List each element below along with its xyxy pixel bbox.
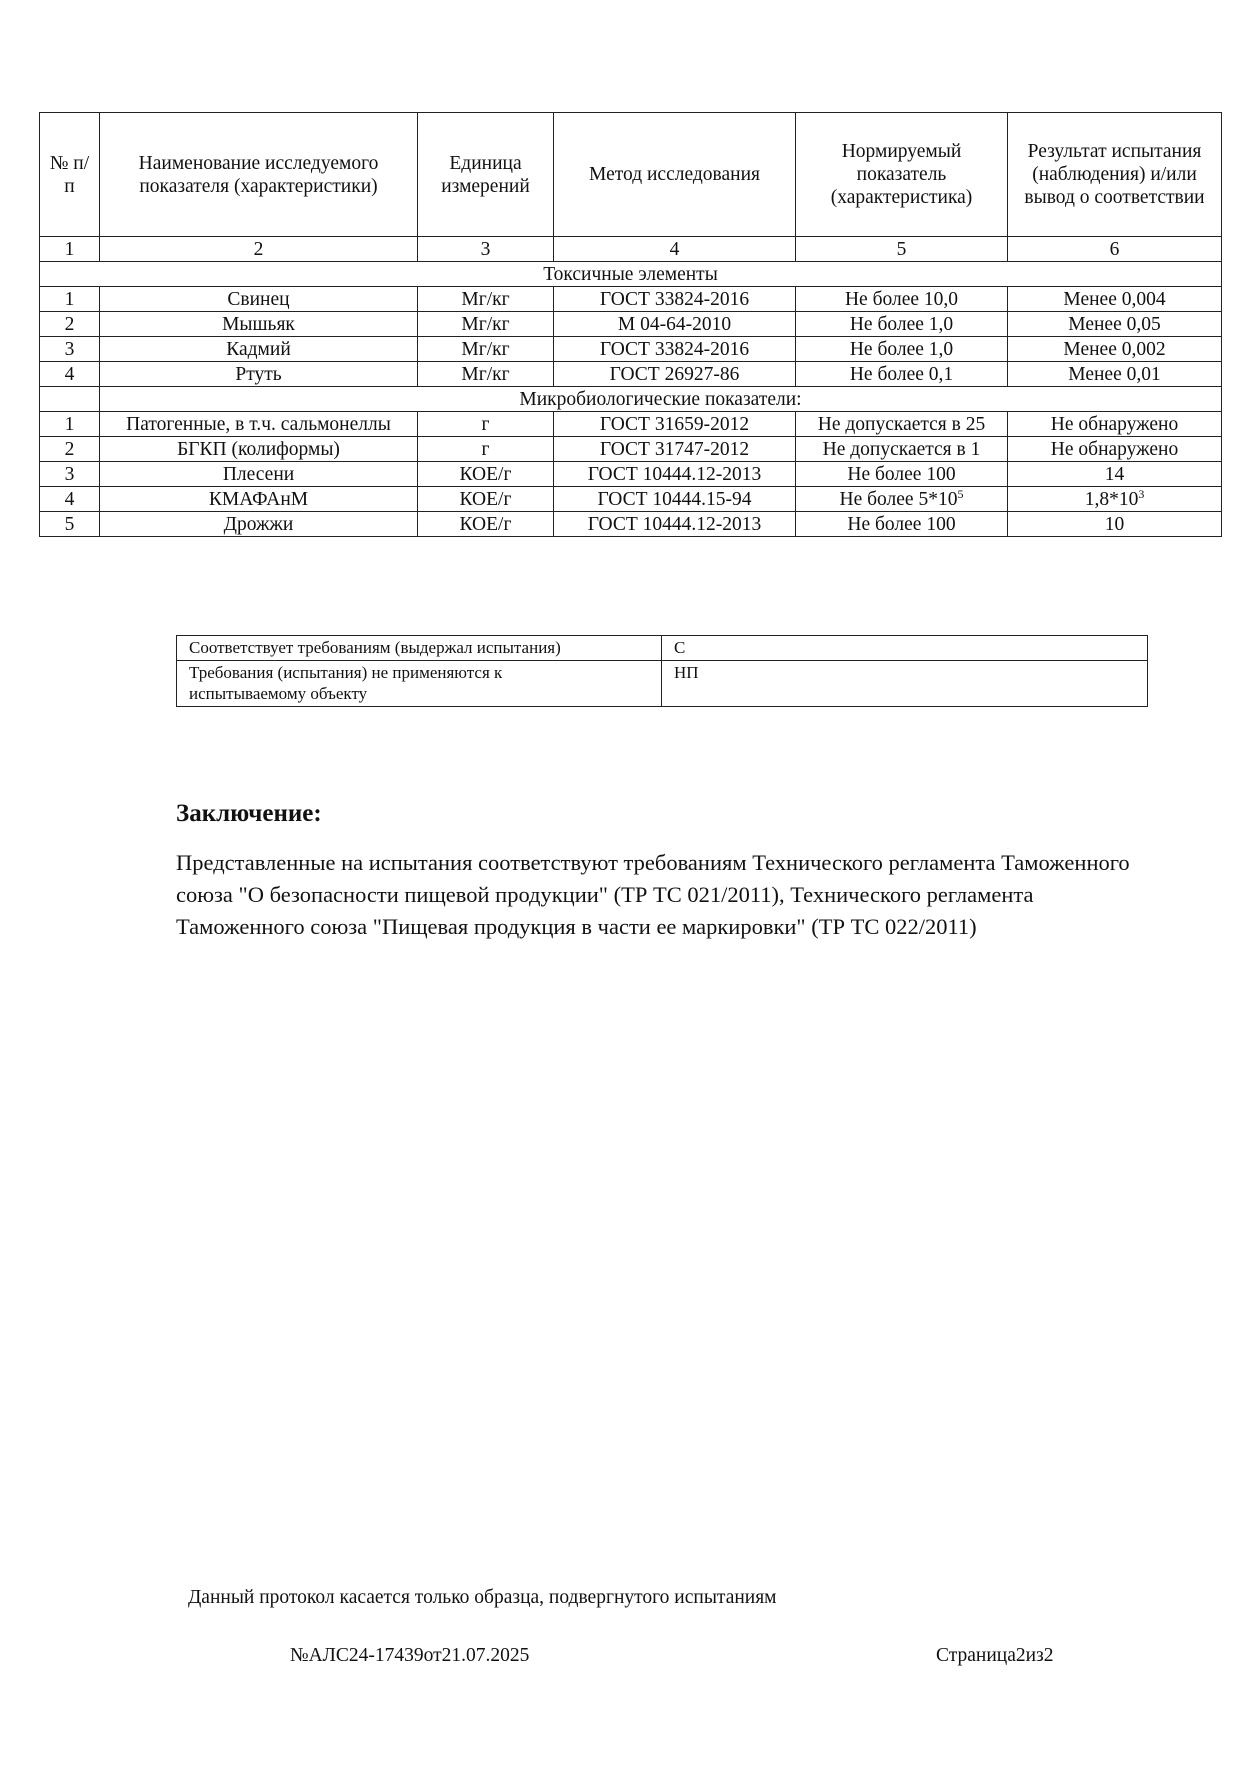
conclusion-text: Представленные на испытания соответствуют требованиям Технического регламента Таможенного союза "О безопасности пищевой продукции" (ТР ТС 021/2011), Технического регламента Таможенного союза "Пищевая продукция в части ее маркировки" (ТР ТС 022/2011)	[176, 850, 1130, 939]
column-number: 6	[1008, 237, 1222, 262]
indicator-name-text: Дрожжи	[223, 513, 294, 535]
row-number	[40, 362, 100, 387]
norm-text: Не более 1,0	[849, 338, 954, 360]
method	[554, 337, 796, 362]
unit-text: Мг/кг	[461, 313, 510, 335]
method	[554, 287, 796, 312]
table-row	[40, 337, 1222, 362]
method-text: ГОСТ 10444.12-2013	[587, 513, 762, 535]
result	[1008, 362, 1222, 387]
column-number: 3	[418, 237, 554, 262]
unit-text: Мг/кг	[461, 288, 510, 310]
norm	[796, 462, 1008, 487]
protocol-number: №АЛС24-17439от21.07.2025	[290, 1645, 530, 1666]
result	[1008, 287, 1222, 312]
norm-text: Не более 1,0	[849, 313, 954, 335]
legend-description: Требования (испытания) не применяются к испытываемому объекту	[177, 661, 662, 707]
result	[1008, 512, 1222, 537]
unit	[418, 487, 554, 512]
header-norm: Нормируемый показатель (характеристика)	[796, 113, 1008, 237]
row-number	[40, 437, 100, 462]
indicator-name	[100, 462, 418, 487]
header-unit: Единица измерений	[418, 113, 554, 237]
legend-table	[176, 635, 1148, 707]
result-text: 14	[1104, 463, 1125, 485]
section-blank-cell	[40, 387, 100, 412]
result-text: 10	[1104, 513, 1125, 535]
unit	[418, 337, 554, 362]
micro-rows	[40, 412, 1222, 537]
row-number	[40, 462, 100, 487]
norm-text: Не допускается в 25	[817, 413, 986, 435]
row-number-text: 4	[64, 488, 75, 510]
table-row	[40, 437, 1222, 462]
result	[1008, 487, 1222, 512]
legend-row	[177, 661, 1148, 707]
header-indicator-name: Наименование исследуемого показателя (характеристики)	[100, 113, 418, 237]
page-number: Страница2из2	[936, 1645, 1054, 1666]
row-number	[40, 487, 100, 512]
indicator-name	[100, 487, 418, 512]
result	[1008, 312, 1222, 337]
unit	[418, 362, 554, 387]
table-row	[40, 287, 1222, 312]
unit-text: КОЕ/г	[459, 488, 512, 510]
unit-text: КОЕ/г	[459, 513, 512, 535]
indicator-name-text: Патогенные, в т.ч. сальмонеллы	[126, 413, 391, 435]
table-row	[40, 312, 1222, 337]
norm-text: Не допускается в 1	[822, 438, 981, 460]
indicator-name	[100, 362, 418, 387]
indicator-name-text: Ртуть	[235, 363, 282, 385]
column-number: 5	[796, 237, 1008, 262]
indicator-name	[100, 412, 418, 437]
result-text: Не обнаружено	[1050, 438, 1179, 460]
toxic-rows	[40, 287, 1222, 387]
row-number	[40, 412, 100, 437]
table-row	[40, 362, 1222, 387]
norm	[796, 412, 1008, 437]
norm	[796, 512, 1008, 537]
norm-text: Не более 5*10	[839, 488, 958, 510]
indicator-name	[100, 337, 418, 362]
method	[554, 412, 796, 437]
exponent: 3	[1138, 486, 1145, 501]
legend-code: С	[662, 636, 1148, 661]
column-number: 4	[554, 237, 796, 262]
row-number-text: 1	[64, 288, 75, 310]
result-text: Не обнаружено	[1050, 413, 1179, 435]
exponent: 5	[957, 486, 964, 501]
column-number-row	[40, 237, 1222, 262]
legend-code: НП	[662, 661, 1148, 707]
row-number-text: 1	[64, 413, 75, 435]
indicator-name-text: БГКП (колиформы)	[177, 438, 340, 460]
method-text: ГОСТ 33824-2016	[599, 288, 750, 310]
legend-description: Соответствует требованиям (выдержал испытания)	[177, 636, 662, 661]
result-text: Менее 0,01	[1068, 363, 1161, 385]
indicator-name	[100, 287, 418, 312]
result	[1008, 462, 1222, 487]
table-row	[40, 512, 1222, 537]
result-text: Менее 0,05	[1068, 313, 1161, 335]
row-number	[40, 512, 100, 537]
method-text: ГОСТ 31659-2012	[599, 413, 750, 435]
unit	[418, 312, 554, 337]
unit-text: г	[481, 413, 490, 435]
results-table	[39, 112, 1222, 537]
indicator-name-text: Кадмий	[226, 338, 291, 360]
norm	[796, 437, 1008, 462]
norm-text: Не более 100	[847, 463, 956, 485]
row-number-text: 5	[64, 513, 75, 535]
indicator-name-text: Мышьяк	[222, 313, 295, 335]
method-text: ГОСТ 26927-86	[609, 363, 740, 385]
indicator-name	[100, 437, 418, 462]
unit	[418, 462, 554, 487]
section-title-micro: Микробиологические показатели:	[100, 387, 1222, 412]
result	[1008, 437, 1222, 462]
result-text: 1,8*10	[1084, 488, 1139, 510]
method-text: М 04-64-2010	[617, 313, 732, 335]
legend-row	[177, 636, 1148, 661]
method	[554, 437, 796, 462]
unit-text: Мг/кг	[461, 338, 510, 360]
unit	[418, 437, 554, 462]
indicator-name-text: Плесени	[222, 463, 295, 485]
table-row	[40, 412, 1222, 437]
indicator-name-text: Свинец	[227, 288, 290, 310]
unit-text: Мг/кг	[461, 363, 510, 385]
method-text: ГОСТ 31747-2012	[599, 438, 750, 460]
result	[1008, 337, 1222, 362]
row-number-text: 2	[64, 313, 75, 335]
norm	[796, 487, 1008, 512]
method	[554, 362, 796, 387]
norm	[796, 287, 1008, 312]
norm	[796, 312, 1008, 337]
method	[554, 487, 796, 512]
row-number-text: 4	[64, 363, 75, 385]
column-number: 1	[40, 237, 100, 262]
result-text: Менее 0,002	[1063, 338, 1166, 360]
method-text: ГОСТ 33824-2016	[599, 338, 750, 360]
row-number-text: 2	[64, 438, 75, 460]
table-header-row	[40, 113, 1222, 237]
row-number-text: 3	[64, 338, 75, 360]
method	[554, 512, 796, 537]
indicator-name-text: КМАФАнМ	[208, 488, 309, 510]
norm	[796, 337, 1008, 362]
header-number: № п/п	[40, 113, 100, 237]
unit	[418, 287, 554, 312]
section-row-toxic	[40, 262, 1222, 287]
header-method: Метод исследования	[554, 113, 796, 237]
norm	[796, 362, 1008, 387]
unit	[418, 412, 554, 437]
method	[554, 312, 796, 337]
method-text: ГОСТ 10444.15-94	[597, 488, 752, 510]
row-number-text: 3	[64, 463, 75, 485]
table-row	[40, 487, 1222, 512]
result-text: Менее 0,004	[1063, 288, 1166, 310]
norm-text: Не более 100	[847, 513, 956, 535]
method	[554, 462, 796, 487]
indicator-name	[100, 512, 418, 537]
footer-note: Данный протокол касается только образца, подвергнутого испытаниям	[188, 1587, 777, 1608]
column-number: 2	[100, 237, 418, 262]
section-title-toxic: Токсичные элементы	[40, 262, 1222, 287]
section-row-micro	[40, 387, 1222, 412]
conclusion-title: Заключение:	[176, 800, 322, 827]
unit-text: г	[481, 438, 490, 460]
header-result: Результат испытания (наблюдения) и/или вывод о соответствии	[1008, 113, 1222, 237]
result	[1008, 412, 1222, 437]
unit-text: КОЕ/г	[459, 463, 512, 485]
norm-text: Не более 10,0	[844, 288, 959, 310]
row-number	[40, 312, 100, 337]
row-number	[40, 287, 100, 312]
method-text: ГОСТ 10444.12-2013	[587, 463, 762, 485]
table-row	[40, 462, 1222, 487]
row-number	[40, 337, 100, 362]
unit	[418, 512, 554, 537]
norm-text: Не более 0,1	[849, 363, 954, 385]
indicator-name	[100, 312, 418, 337]
